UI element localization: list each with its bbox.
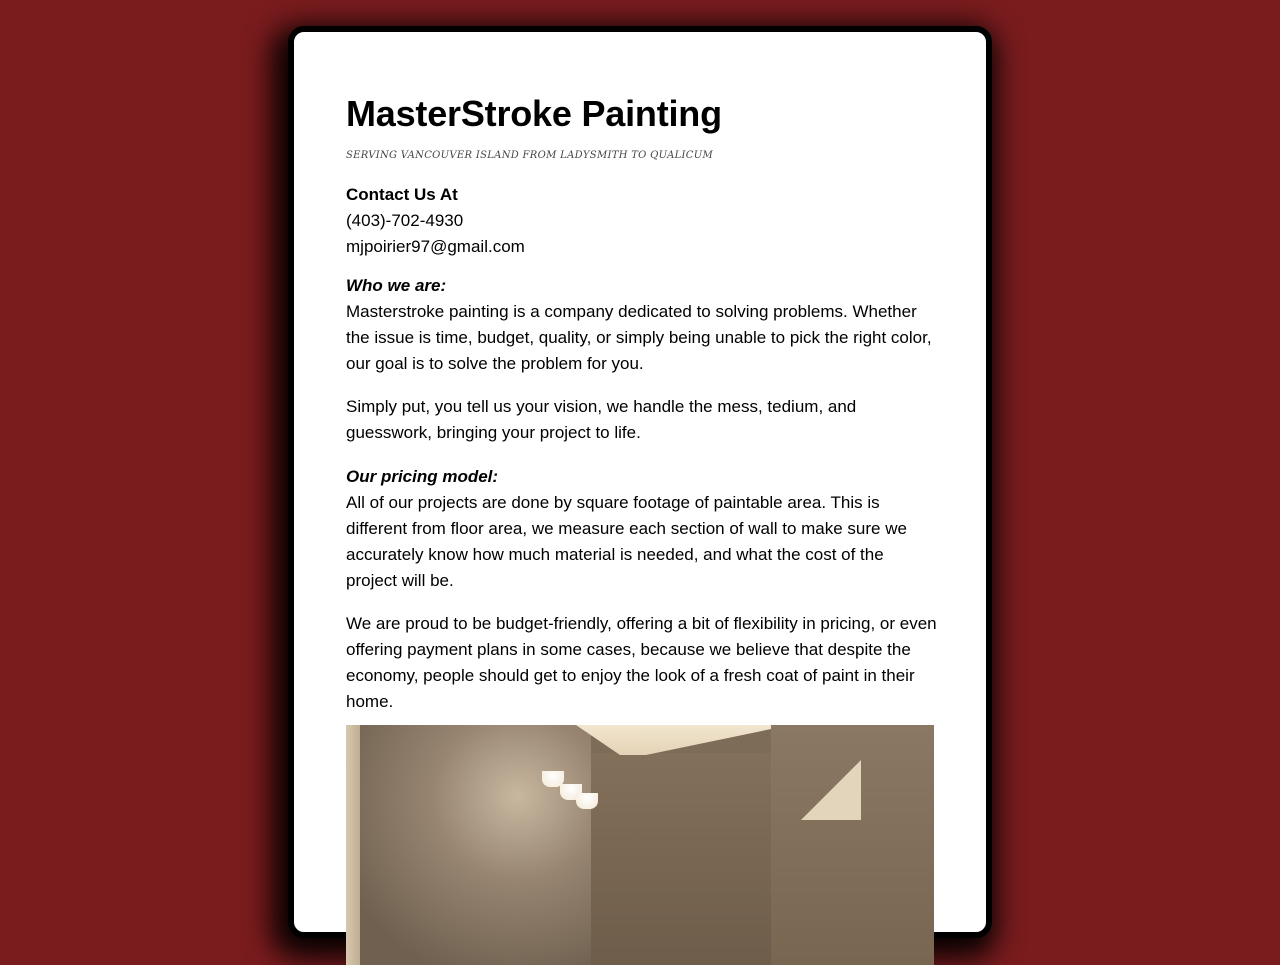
pricing-heading: Our pricing model: bbox=[346, 467, 499, 486]
room-photo bbox=[346, 725, 934, 965]
contact-block bbox=[346, 182, 525, 260]
about-heading: Who we are: bbox=[346, 276, 447, 295]
about-paragraph-2: Simply put, you tell us your vision, we handle the mess, tedium, and guesswork, bringing your project to life. bbox=[346, 397, 857, 442]
pricing-paragraph-2: We are proud to be budget-friendly, offering a bit of flexibility in pricing, or even offering payment plans in some cases, because we believe that despite the economy, people should get to enjoy the look of a fresh coat of paint in their home. bbox=[346, 614, 937, 711]
about-paragraph-1: Masterstroke painting is a company dedicated to solving problems. Whether the issue is time, budget, quality, or simply being unable to pick the right color, our goal is to solve the problem for you. bbox=[346, 302, 932, 373]
about-section bbox=[346, 273, 938, 446]
pricing-paragraph-1: All of our projects are done by square footage of paintable area. This is different from floor area, we measure each section of wall to make sure we accurately know how much material is needed, and what the cost of the project will be. bbox=[346, 493, 907, 590]
page-title: MasterStroke Painting bbox=[346, 93, 722, 134]
pricing-section bbox=[346, 464, 938, 715]
tagline: SERVING VANCOUVER ISLAND FROM LADYSMITH TO QUALICUM bbox=[346, 150, 714, 161]
contact-label: Contact Us At bbox=[346, 185, 458, 204]
contact-phone: (403)-702-4930 bbox=[346, 211, 464, 230]
contact-email: mjpoirier97@gmail.com bbox=[346, 237, 525, 256]
content-card bbox=[288, 26, 992, 938]
